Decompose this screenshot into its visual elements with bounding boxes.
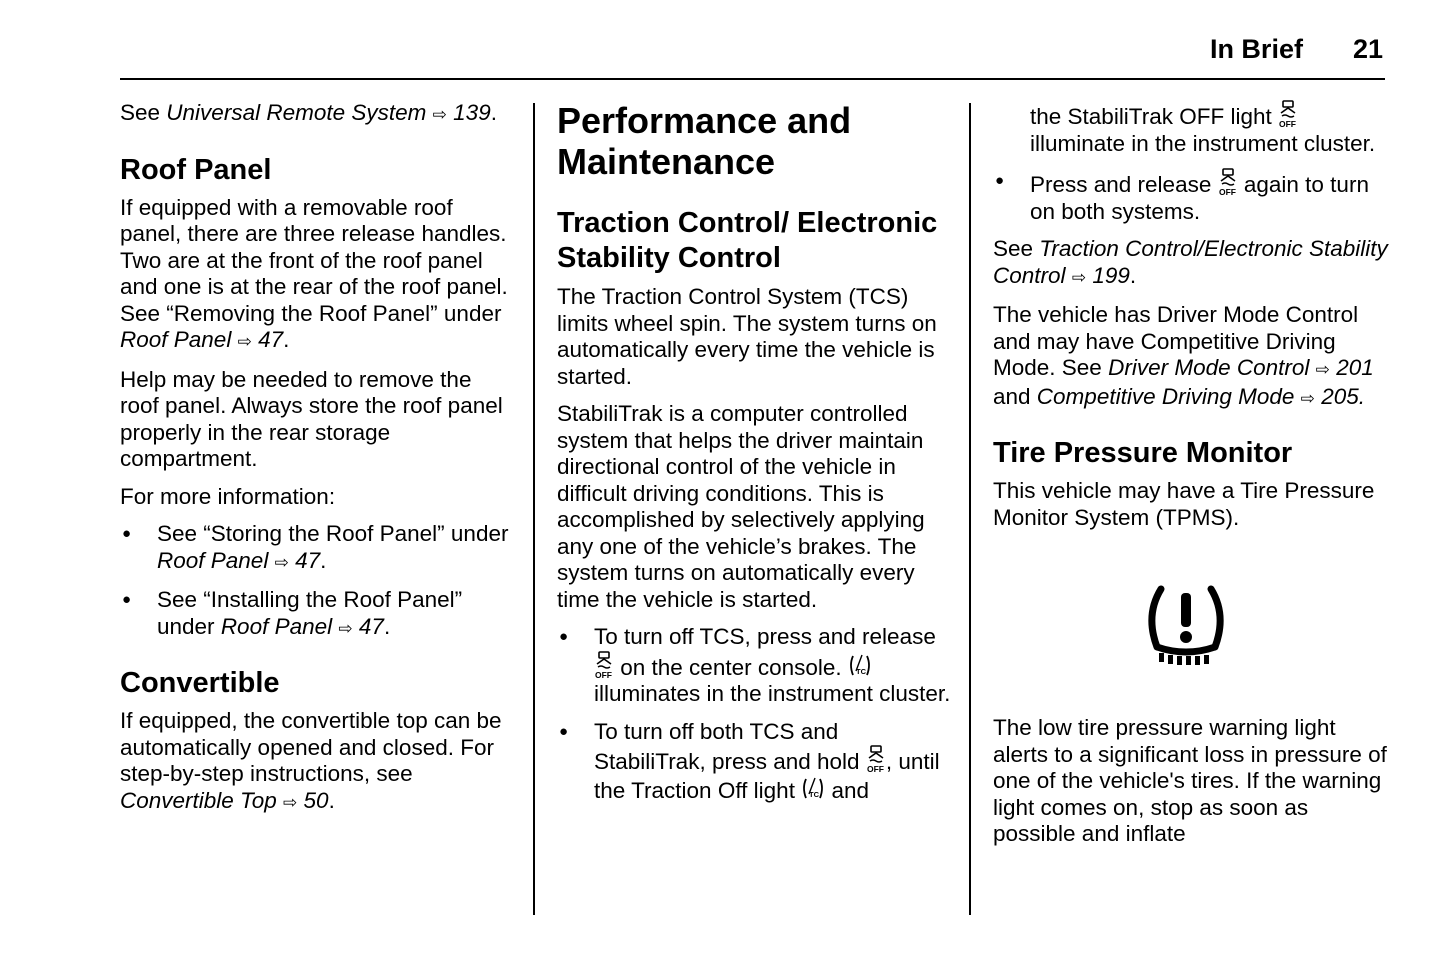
tpms-warning-icon (1143, 581, 1229, 667)
traction-off-icon (801, 776, 825, 802)
tire-pressure-heading: Tire Pressure Monitor (993, 437, 1293, 469)
esc-off-icon (866, 745, 886, 773)
roof-panel-paragraph: If equipped with a removable roof panel, there are three release handles. Two are at the front of the roof panel and one is at the rear of the roof panel. See “Removing the Roof Panel” under Roof Panel ⇨ 47. (120, 194, 508, 352)
page-ref[interactable]: 50 (303, 787, 329, 813)
page-ref-arrow-icon: ⇨ (1315, 360, 1330, 379)
tcs-paragraph: The Traction Control System (TCS) limits wheel spin. The system turns on automatically every time the vehicle is started. (557, 284, 937, 389)
page-ref-arrow-icon: ⇨ (1071, 267, 1087, 287)
see-universal-remote: See Universal Remote System ⇨ 139. (120, 100, 497, 125)
traction-off-icon (848, 653, 872, 679)
list-item: ● See “Storing the Roof Panel” under Roof Panel ⇨ 47. (120, 521, 510, 576)
stabilitrak-list (993, 168, 1393, 225)
header-rule (120, 78, 1385, 80)
roof-panel-link[interactable]: Roof Panel (157, 547, 269, 573)
esc-off-icon (1218, 168, 1238, 196)
list-item: ● To turn off both TCS and StabiliTrak, press and hold OFF , until the Traction Off light TC and (557, 719, 952, 805)
page-ref[interactable]: 47 (258, 327, 284, 352)
universal-remote-link[interactable]: Universal Remote System (166, 100, 427, 125)
page-ref-arrow-icon: ⇨ (1300, 388, 1315, 408)
traction-control-link[interactable]: Traction Control/Electronic Stability Control (993, 236, 1388, 288)
column-divider-2 (969, 103, 971, 915)
page-ref-arrow-icon: ⇨ (274, 552, 289, 572)
page-ref-arrow-icon: ⇨ (432, 105, 447, 124)
svg-text:OFF: OFF (1218, 187, 1236, 196)
competitive-driving-link[interactable]: Competitive Driving Mode (1036, 383, 1295, 409)
page-ref[interactable]: 201 (1336, 355, 1374, 380)
page-ref[interactable]: 139 (453, 100, 491, 125)
performance-maintenance-heading: Performance and Maintenance (557, 100, 852, 182)
svg-text:OFF: OFF (1279, 119, 1296, 128)
page-header (1210, 34, 1383, 65)
roof-info-list (120, 521, 510, 642)
page-ref[interactable]: 205 (1321, 383, 1359, 409)
convertible-top-link[interactable]: Convertible Top (120, 787, 277, 813)
driver-mode-paragraph: The vehicle has Driver Mode Control and may have Competitive Driving Mode. See Driver Mode Control ⇨ 201 and Competitive Driving Mode ⇨ 205. (993, 302, 1374, 409)
esc-off-icon (594, 651, 614, 679)
svg-text:OFF: OFF (595, 669, 612, 679)
see-traction-control: See Traction Control/Electronic Stability Control ⇨ 199. (993, 236, 1388, 288)
more-info-paragraph: For more information: (120, 483, 336, 509)
roof-panel-heading: Roof Panel (120, 153, 272, 186)
continued-bullet-text: the StabiliTrak OFF light OFF illuminate in the instrument cluster. (993, 100, 1393, 157)
page-number: 21 (1352, 34, 1383, 64)
svg-text:OFF: OFF (866, 764, 884, 773)
low-pressure-paragraph: The low tire pressure warning light alerts to a significant loss in pressure of one of the vehicle's tires. If the warning light comes on, stop as soon as possible and inflate (993, 715, 1387, 846)
page-ref[interactable]: 199 (1092, 262, 1130, 288)
page-ref-arrow-icon: ⇨ (237, 332, 252, 351)
roof-panel-link[interactable]: Roof Panel (120, 327, 232, 352)
column-3 (993, 100, 1393, 859)
list-item: ● To turn off TCS, press and release OFF on the center console. TC illuminates in the instrument cluster. (557, 624, 952, 708)
page-ref-arrow-icon: ⇨ (283, 792, 298, 812)
column-2 (557, 100, 952, 815)
stabilitrak-paragraph: StabiliTrak is a computer controlled system that helps the driver maintain directional control of the vehicle in difficult driving conditions. This is accomplished by selectively applying any one of the vehicle’s brakes. The system turns on automatically every time the vehicle is started. (557, 401, 925, 612)
tpms-paragraph: This vehicle may have a Tire Pressure Monitor System (TPMS). (993, 478, 1375, 530)
tcs-list (557, 624, 952, 804)
convertible-heading: Convertible (120, 667, 280, 699)
esc-off-icon (1278, 100, 1298, 128)
roof-storage-paragraph: Help may be needed to remove the roof panel. Always store the roof panel properly in the rear storage compartment. (120, 366, 503, 471)
column-1 (120, 100, 510, 827)
traction-control-heading: Traction Control/ Electronic Stability Control (557, 207, 938, 274)
svg-text:TC: TC (855, 666, 866, 676)
list-item: ● See “Installing the Roof Panel” under Roof Panel ⇨ 47. (120, 587, 510, 642)
page-ref[interactable]: 47 (358, 613, 384, 639)
driver-mode-link[interactable]: Driver Mode Control (1108, 355, 1310, 380)
page-ref-arrow-icon: ⇨ (338, 618, 353, 638)
convertible-paragraph: If equipped, the convertible top can be automatically opened and closed. For step-by-step instructions, see Convertible Top ⇨ 50. (120, 708, 502, 813)
roof-panel-link[interactable]: Roof Panel (220, 613, 333, 639)
column-divider-1 (533, 103, 535, 915)
svg-text:TC: TC (809, 789, 820, 799)
section-title: In Brief (1209, 34, 1303, 64)
list-item: ● Press and release OFF again to turn on both systems. (993, 168, 1393, 225)
page-ref[interactable]: 47 (295, 547, 321, 573)
